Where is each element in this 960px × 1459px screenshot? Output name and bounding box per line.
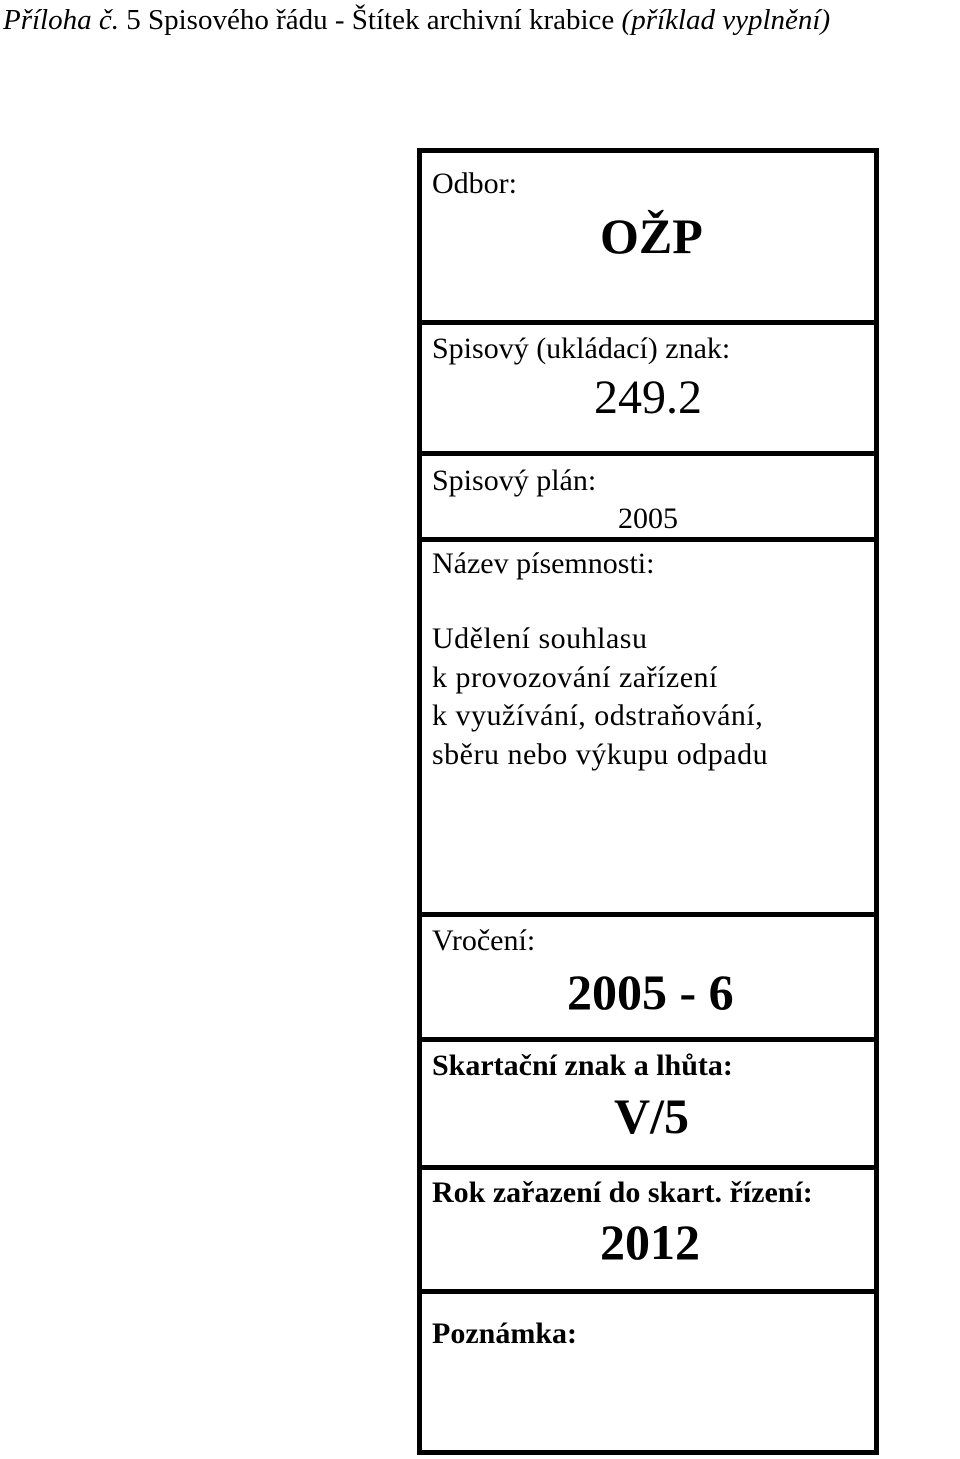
heading-prefix: Příloha č. xyxy=(3,4,119,36)
document-name-line: k provozování zařízení xyxy=(432,660,718,694)
page-heading xyxy=(3,0,830,40)
file-plan-label: Spisový plán: xyxy=(432,464,597,497)
document-name-line: Udělení souhlasu xyxy=(432,622,648,655)
divider xyxy=(422,1165,874,1170)
file-code-value: 249.2 xyxy=(594,371,702,424)
document-name-label: Název písemnosti: xyxy=(432,547,655,580)
filing-label: Vročení: xyxy=(432,924,536,957)
retention-label: Skartační znak a lhůta: xyxy=(432,1049,733,1082)
document-name-line: k využívání, odstraňování, xyxy=(432,699,764,732)
heading-suffix: (příklad vyplnění) xyxy=(621,4,831,36)
disposal-year-value: 2012 xyxy=(600,1214,700,1270)
divider xyxy=(422,451,874,456)
document-name-line: sběru nebo výkupu odpadu xyxy=(432,737,769,771)
retention-value: V/5 xyxy=(614,1088,689,1144)
disposal-year-label: Rok zařazení do skart. řízení: xyxy=(432,1176,813,1209)
document-name-text xyxy=(432,620,768,774)
divider xyxy=(422,1037,874,1042)
department-value: OŽP xyxy=(600,208,703,264)
file-code-label: Spisový (ukládací) znak: xyxy=(432,332,731,365)
file-plan-value: 2005 xyxy=(618,502,678,535)
divider xyxy=(422,1289,874,1294)
note-label: Poznámka: xyxy=(432,1317,577,1350)
heading-middle: 5 Spisového řádu - Štítek archivní krabice xyxy=(119,4,622,36)
archive-box-label xyxy=(417,148,879,1455)
department-label: Odbor: xyxy=(432,167,517,200)
divider xyxy=(422,912,874,917)
divider xyxy=(422,320,874,325)
divider xyxy=(422,537,874,542)
filing-value: 2005 - 6 xyxy=(567,964,734,1020)
